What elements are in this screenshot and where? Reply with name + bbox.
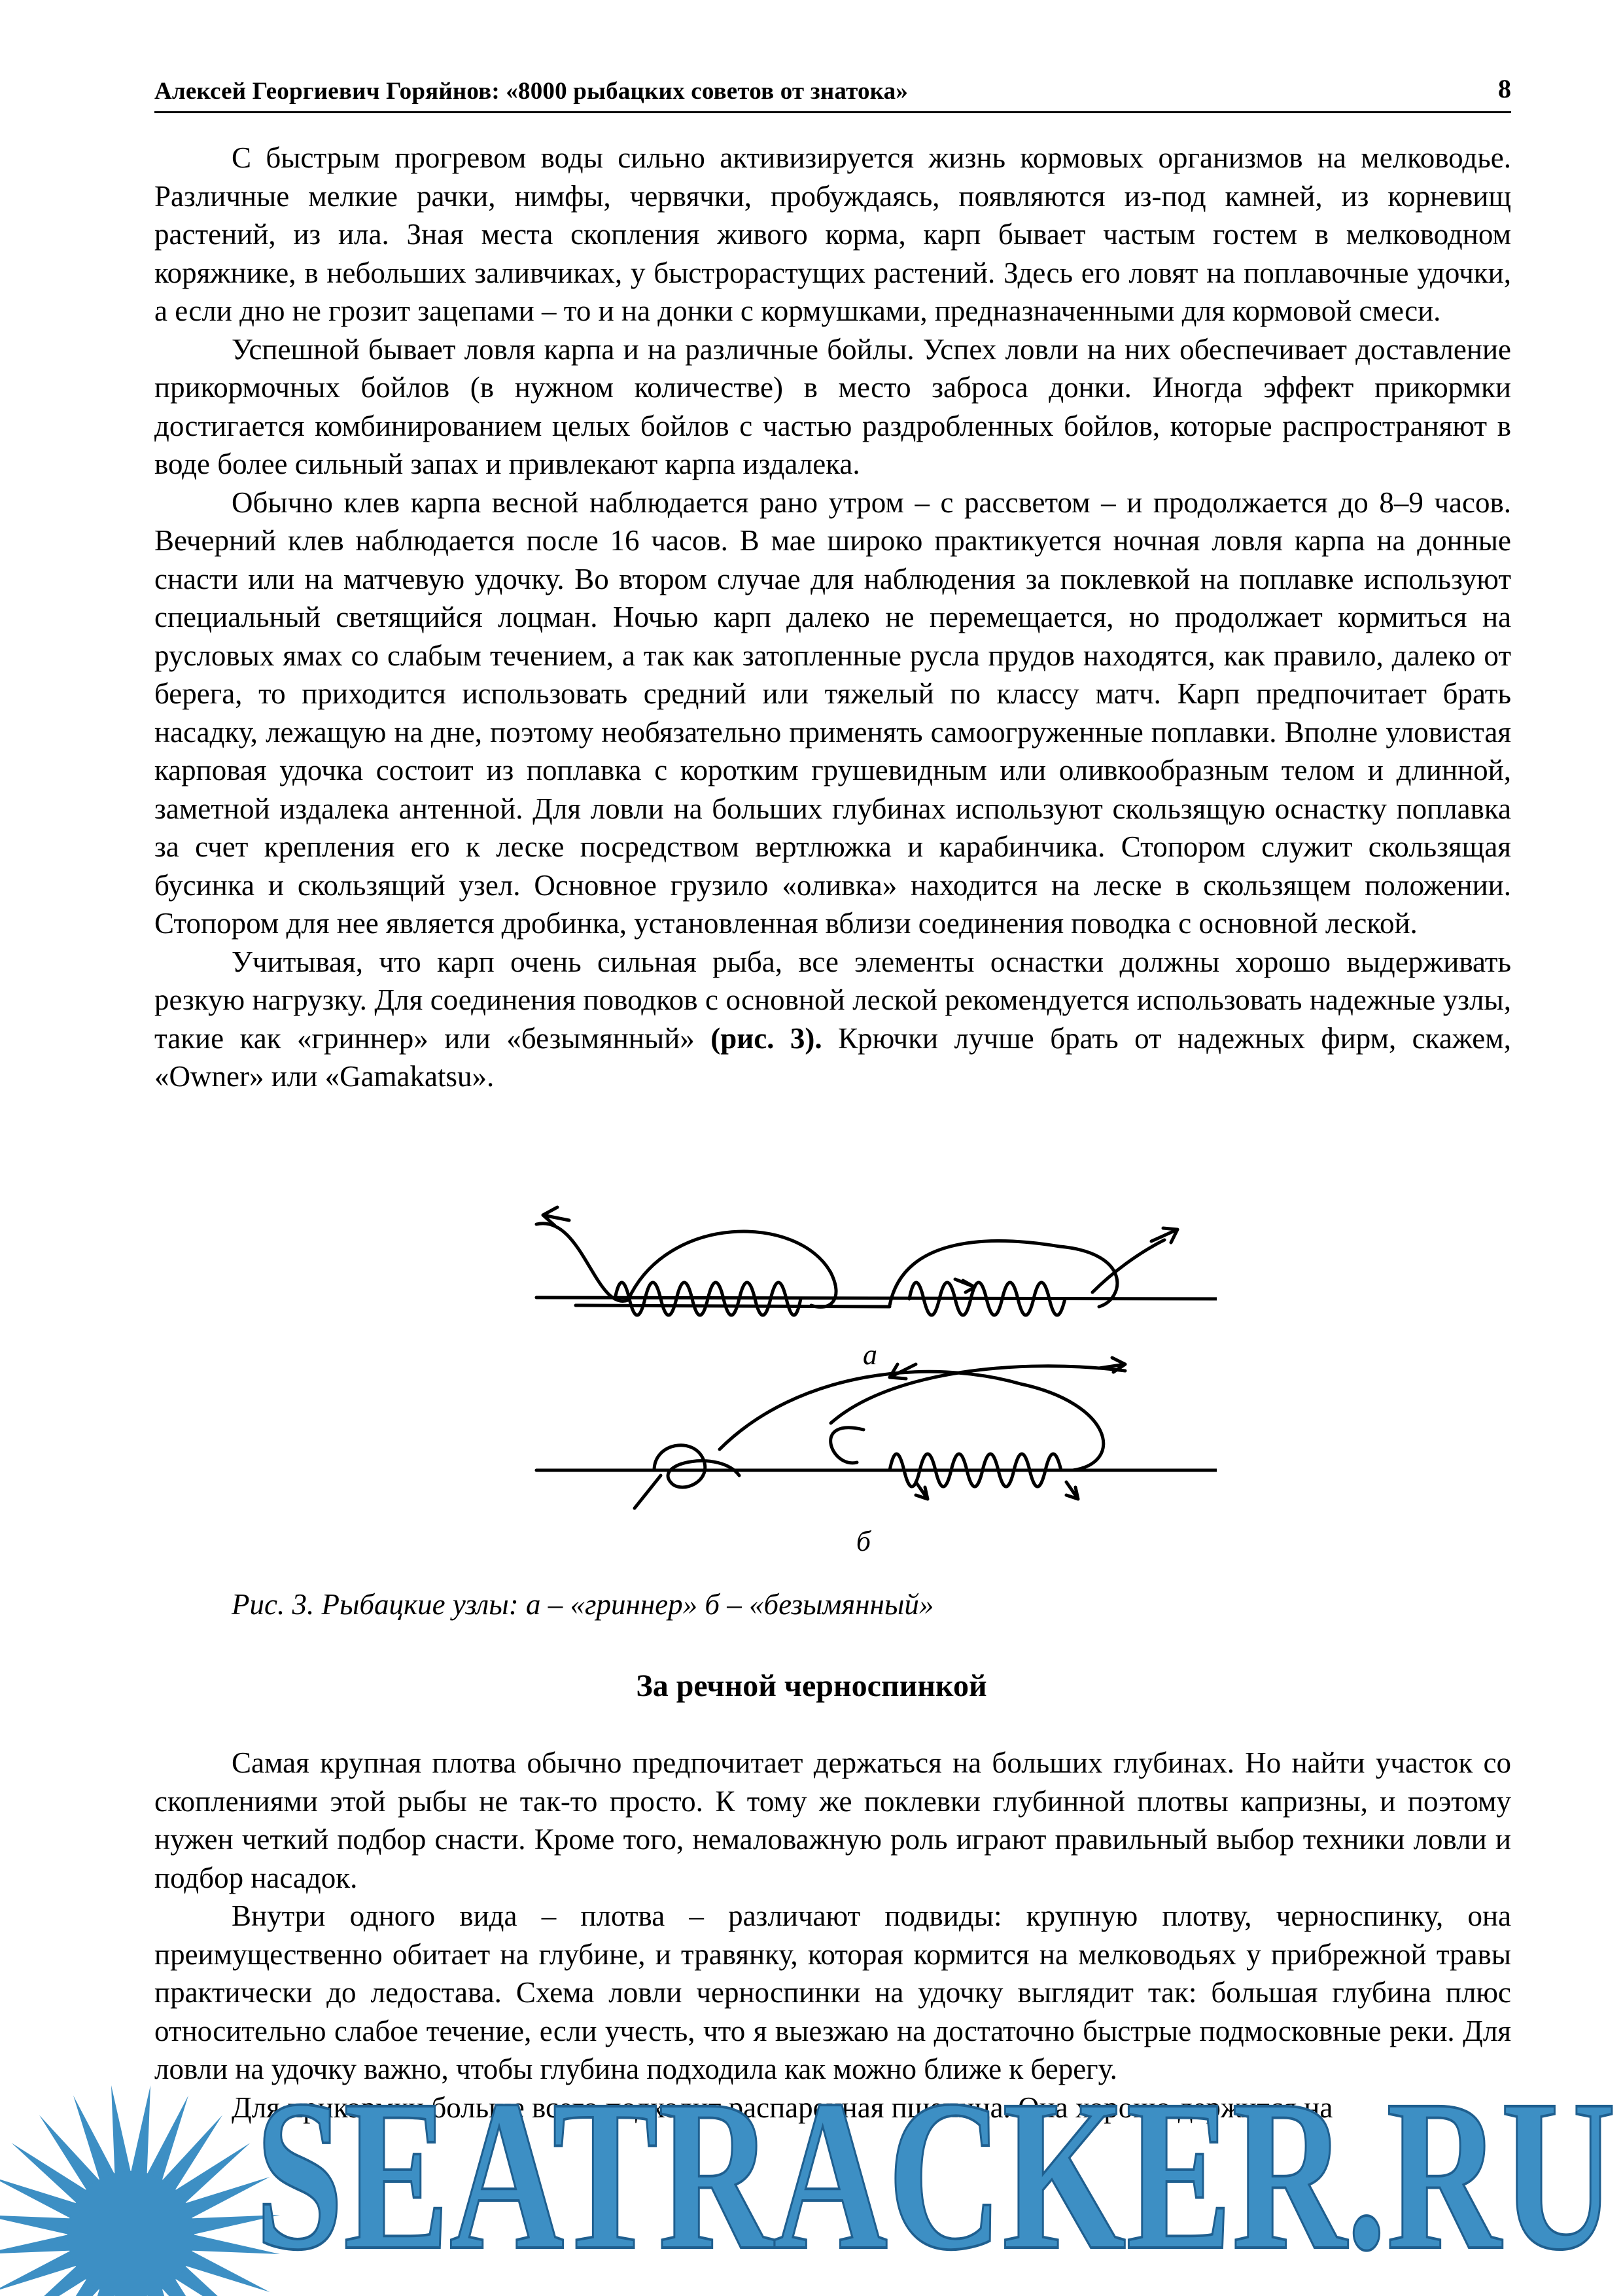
- section-heading: За речной черноспинкой: [636, 1669, 987, 1703]
- sun-core: [67, 2171, 194, 2296]
- nameless-big-loop: [720, 1371, 1104, 1470]
- main-line-a: [536, 1298, 1217, 1299]
- paragraph: Внутри одного вида – плотва – различают подвиды: крупную плотву, черноспинку, она преимущественно обитает на глубине, и травянку, которая кормится на мелководьях у прибрежной травы практически до ледостава. Схема ловли черноспинки на удочку выглядит так: большая глубина плюс относительно слабое течение, если учесть, что я выезжаю на достаточно быстрые подмосковные реки. Для ловли на удочку важно, чтобы глубина подходила как можно ближе к берегу.: [154, 1899, 1511, 2085]
- knots-illustration: [523, 1201, 1217, 1567]
- paragraph: [154, 943, 1511, 1096]
- paragraph: Самая крупная плотва обычно предпочитает держаться на больших глубинах. Но найти участок со скоплениями этой рыбы не так-то просто. К тому же поклевки глубинной плотвы капризны, и поэтому нужен четкий подбор снасти. Кроме того, немаловажную роль играют правильный выбор техники ловли и подбор насадок.: [154, 1746, 1511, 1894]
- main-line-a-lower: [576, 1305, 890, 1307]
- paragraph: Успешной бывает ловля карпа и на различные бойлы. Успех ловли на них обеспечивает доставление прикормочных бойлов (в нужном количестве) в место заброса донки. Иногда эффект прикормки достигается комбинированием целых бойлов с частью раздробленных бойлов, которые распространяют в воде более сильный запах и привлекают карпа издалека.: [154, 332, 1511, 480]
- nameless-inner-loop: [831, 1428, 864, 1463]
- line-tail-right: [1092, 1240, 1164, 1292]
- watermark-graphic: [0, 2019, 1623, 2296]
- nameless-small-loop: [654, 1445, 739, 1487]
- grinner-loop-left: [536, 1224, 836, 1307]
- figure-label-b: б: [856, 1525, 871, 1557]
- figure-reference: (рис. 3).: [710, 1021, 822, 1055]
- page-number: 8: [1498, 74, 1511, 103]
- arrow-small-a: [955, 1279, 975, 1292]
- knots-figure: [523, 1201, 1217, 1567]
- body-text-top: [154, 139, 1511, 1096]
- paragraph-text: Крючки лучше брать от надежных фирм, скажем, «Owner» или «Gamakatsu».: [154, 1021, 1511, 1093]
- arrow-b-down2: [1066, 1482, 1078, 1499]
- book-title: Алексей Георгиевич Горяйнов: «8000 рыбацких советов от знатока»: [154, 78, 909, 105]
- paragraph: С быстрым прогревом воды сильно активизируется жизнь кормовых организмов на мелководье. Различные мелкие рачки, нимфы, червячки, пробуждаясь, появляются из-под камней, из корневищ растений, из ила. Зная места скопления живого корма, карп бывает частым гостем в мелководном коряжнике, в небольших заливчиках, у быстрорастущих растений. Здесь его ловят на поплавочные удочки, а если дно не грозит зацепами – то и на донки с кормушками, предназначенными для кормовой смеси.: [154, 141, 1511, 327]
- nameless-tail-down: [635, 1475, 661, 1508]
- page-header: [154, 72, 1511, 113]
- figure-label-a: а: [863, 1339, 877, 1371]
- watermark-text: SEATRACKER.RU: [255, 2056, 1616, 2295]
- arrow-b-down1: [916, 1482, 928, 1499]
- paragraph: Для прикормки больше всего подходит распаренная пшеница. Она хорошо держится на: [232, 2091, 1333, 2124]
- figure-caption: Рис. 3. Рыбацкие узлы: а – «гриннер» б – «безымянный»: [232, 1588, 934, 1621]
- paragraph: Обычно клев карпа весной наблюдается рано утром – с рассветом – и продолжается до 8–9 часов. Вечерний клев наблюдается после 16 часов. В мае широко практикуется ночная ловля карпа на донные снасти или на матчевую удочку. Во втором случае для наблюдения за поклевкой на поплавке используют специальный светящийся лоцман. Ночью карп далеко не перемещается, но продолжает кормиться на русловых ямах со слабым течением, а так как затопленные русла прудов находятся, как правило, далеко от берега, то приходится использовать средний или тяжелый по классу матч. Карп предпочитает брать насадку, лежащую на дне, поэтому необязательно применять самоогруженные поплавки. Вполне уловистая карповая удочка состоит из поплавка с коротким грушевидным или оливкообразным телом и длинной, заметной издалека антенной. Для ловли на больших глубинах используют скользящую оснастку поплавка за счет крепления его к леске посредством вертлюжка и карабинчика. Стопором служит скользящая бусинка и скользящий узел. Основное грузило «оливка» находится на леске в скользящем положении. Стопором для нее является дробинка, установленная вблизи соединения поводка с основной леской.: [154, 486, 1511, 940]
- sun-logo: [0, 2085, 280, 2296]
- paragraph-text: Учитывая, что карп очень сильная рыба, все элементы оснастки должны хорошо выдерживать резкую нагрузку. Для соединения поводков с основной леской рекомендуется использовать надежные узлы, такие как «гриннер» или «безымянный»: [154, 945, 1511, 1055]
- watermark: [0, 2019, 1623, 2296]
